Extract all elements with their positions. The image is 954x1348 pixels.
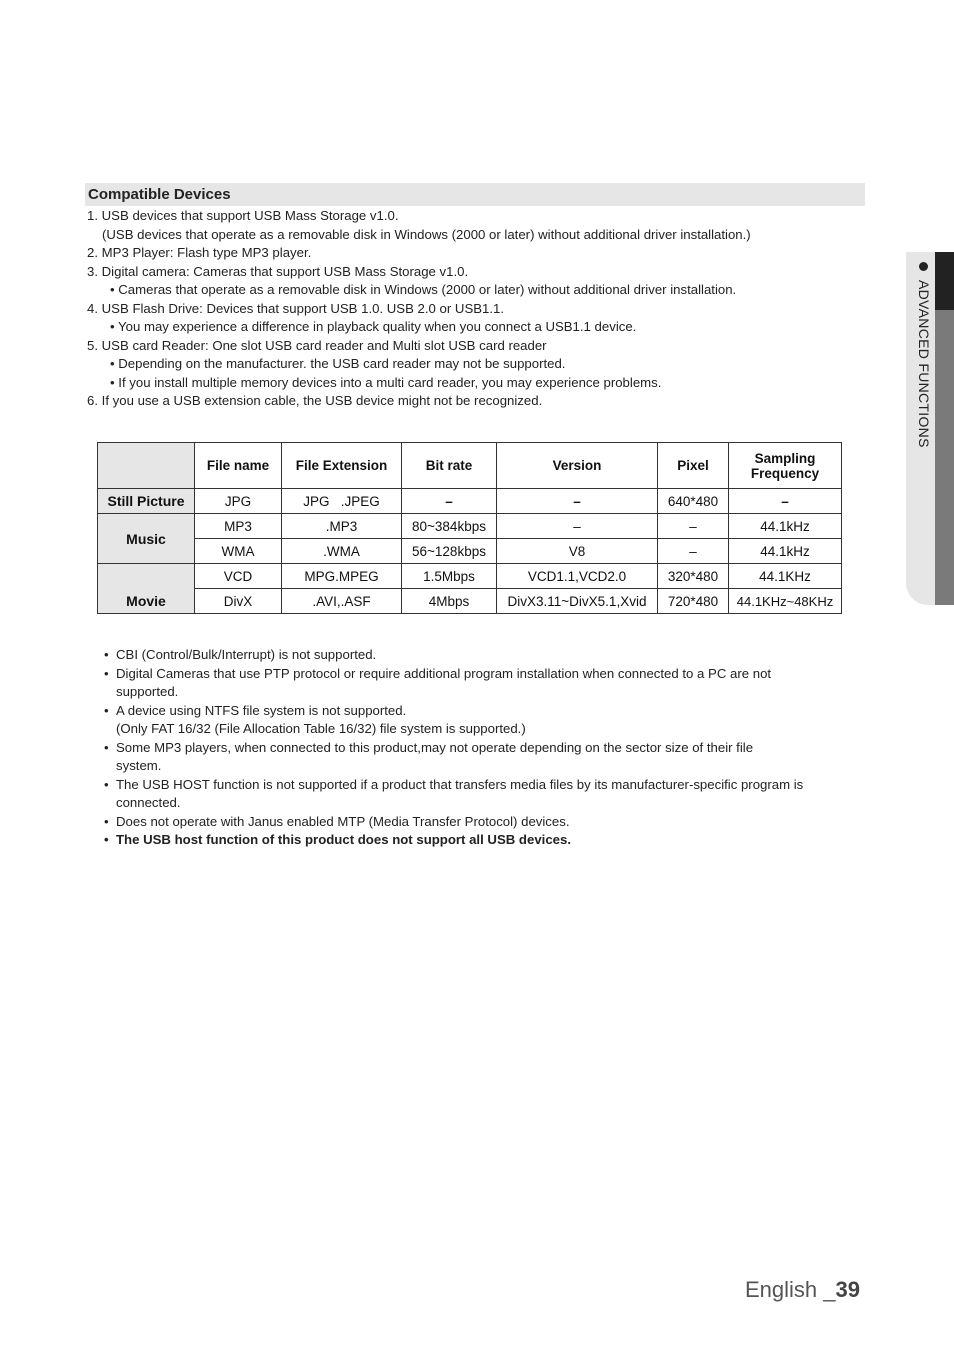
table-cell: – — [658, 539, 729, 564]
note-text: A device using NTFS file system is not supported. — [116, 702, 407, 718]
bullet-icon: • — [104, 776, 109, 792]
table-cell: – — [402, 489, 497, 514]
table-cell: 44.1kHz — [729, 539, 842, 564]
table-cell: DivX3.11~DivX5.1,Xvid — [497, 589, 658, 614]
table-row — [98, 539, 842, 564]
table-cell: VCD1.1,VCD2.0 — [497, 564, 658, 589]
table-cell: – — [658, 514, 729, 539]
bullet-icon: • — [104, 813, 109, 829]
table-row — [98, 514, 842, 539]
chapter-label — [912, 262, 932, 482]
header-sampling-frequency: Sampling Frequency — [729, 443, 842, 489]
table-cell: 640*480 — [658, 489, 729, 514]
list-item — [104, 776, 824, 813]
table-cell: 720*480 — [658, 589, 729, 614]
table-cell: .AVI,.ASF — [282, 589, 402, 614]
table-cell: 44.1KHz — [729, 564, 842, 589]
note-text: The USB HOST function is not supported if a product that transfers media files by its manufacturer-specific program is connected. — [116, 776, 804, 810]
table-cell: .WMA — [282, 539, 402, 564]
table-cell: V8 — [497, 539, 658, 564]
page-footer — [745, 1277, 860, 1303]
list-item — [104, 813, 824, 832]
table-header-row — [98, 443, 842, 489]
list-item: 2. MP3 Player: Flash type MP3 player. — [87, 245, 312, 260]
note-text: Digital Cameras that use PTP protocol or require additional program installation when connected to a PC are not supported. — [116, 665, 772, 699]
note-text: (Only FAT 16/32 (File Allocation Table 16/32) file system is supported.) — [116, 721, 526, 736]
chapter-tab-bar — [935, 310, 954, 605]
list-item: 6. If you use a USB extension cable, the USB device might not be recognized. — [87, 393, 543, 408]
chapter-label-text: ADVANCED FUNCTIONS — [916, 280, 932, 448]
header-bit-rate: Bit rate — [402, 443, 497, 489]
list-item: 5. USB card Reader: One slot USB card reader and Multi slot USB card reader — [87, 337, 547, 353]
list-item — [104, 720, 824, 739]
dot-icon — [920, 262, 929, 271]
header-pixel: Pixel — [658, 443, 729, 489]
media-format-table — [97, 442, 842, 614]
header-corner — [98, 443, 195, 489]
list-item: 4. USB Flash Drive: Devices that support USB 1.0. USB 2.0 or USB1.1. — [87, 300, 505, 316]
table-cell: – — [497, 514, 658, 539]
list-item — [104, 739, 824, 776]
bullet-icon: • — [104, 832, 109, 847]
table-row — [98, 564, 842, 589]
table-cell: 1.5Mbps — [402, 564, 497, 589]
bullet-icon: • — [104, 702, 109, 718]
table-cell: VCD — [195, 564, 282, 589]
table-cell: 56~128kbps — [402, 539, 497, 564]
list-item: • If you install multiple memory devices into a multi card reader, you may experience problems. — [110, 374, 662, 390]
list-item: 1. USB devices that support USB Mass Storage v1.0. — [87, 208, 399, 223]
header-version: Version — [497, 443, 658, 489]
table-cell: 4Mbps — [402, 589, 497, 614]
list-item — [104, 665, 824, 702]
compatible-devices-list — [87, 207, 867, 411]
list-item: • You may experience a difference in playback quality when you connect a USB1.1 device. — [110, 319, 637, 334]
category-movie: Movie — [98, 564, 195, 614]
note-text: Some MP3 players, when connected to this product,may not operate depending on the sector size of their file system. — [116, 739, 754, 773]
footer-language: English _ — [745, 1277, 836, 1302]
bullet-icon: • — [104, 739, 109, 755]
note-text: Does not operate with Janus enabled MTP (Media Transfer Protocol) devices. — [116, 813, 570, 829]
header-file-name: File name — [195, 443, 282, 489]
table-cell: DivX — [195, 589, 282, 614]
list-item — [104, 831, 824, 850]
table-cell: – — [729, 489, 842, 514]
list-item — [104, 702, 824, 721]
section-title: Compatible Devices — [85, 183, 865, 206]
list-item: 3. Digital camera: Cameras that support USB Mass Storage v1.0. — [87, 263, 469, 279]
table-cell: .MP3 — [282, 514, 402, 539]
table-cell: 44.1KHz~48KHz — [729, 589, 842, 614]
chapter-tab-marker — [935, 252, 954, 310]
bullet-icon: • — [104, 665, 109, 681]
notes-list — [104, 646, 824, 850]
category-music: Music — [98, 514, 195, 564]
table-cell: 320*480 — [658, 564, 729, 589]
table-cell: MPG.MPEG — [282, 564, 402, 589]
list-item: (USB devices that operate as a removable disk in Windows (2000 or later) without additional driver installation.) — [102, 226, 751, 242]
bullet-icon: • — [104, 647, 109, 662]
note-text: The USB host function of this product does not support all USB devices. — [116, 832, 571, 847]
header-file-extension: File Extension — [282, 443, 402, 489]
table-cell: 80~384kbps — [402, 514, 497, 539]
list-item: • Cameras that operate as a removable disk in Windows (2000 or later) without additional driver installation. — [110, 282, 737, 297]
page-number: 39 — [835, 1277, 860, 1302]
table-cell: MP3 — [195, 514, 282, 539]
table-cell: JPG .JPEG — [282, 489, 402, 514]
table-row — [98, 489, 842, 514]
list-item — [104, 646, 824, 665]
note-text: CBI (Control/Bulk/Interrupt) is not supported. — [116, 647, 377, 662]
table-row — [98, 589, 842, 614]
table-cell: – — [497, 489, 658, 514]
table-cell: 44.1kHz — [729, 514, 842, 539]
table-cell: JPG — [195, 489, 282, 514]
list-item: • Depending on the manufacturer. the USB card reader may not be supported. — [110, 356, 566, 371]
table-cell: WMA — [195, 539, 282, 564]
category-still-picture: Still Picture — [98, 489, 195, 514]
